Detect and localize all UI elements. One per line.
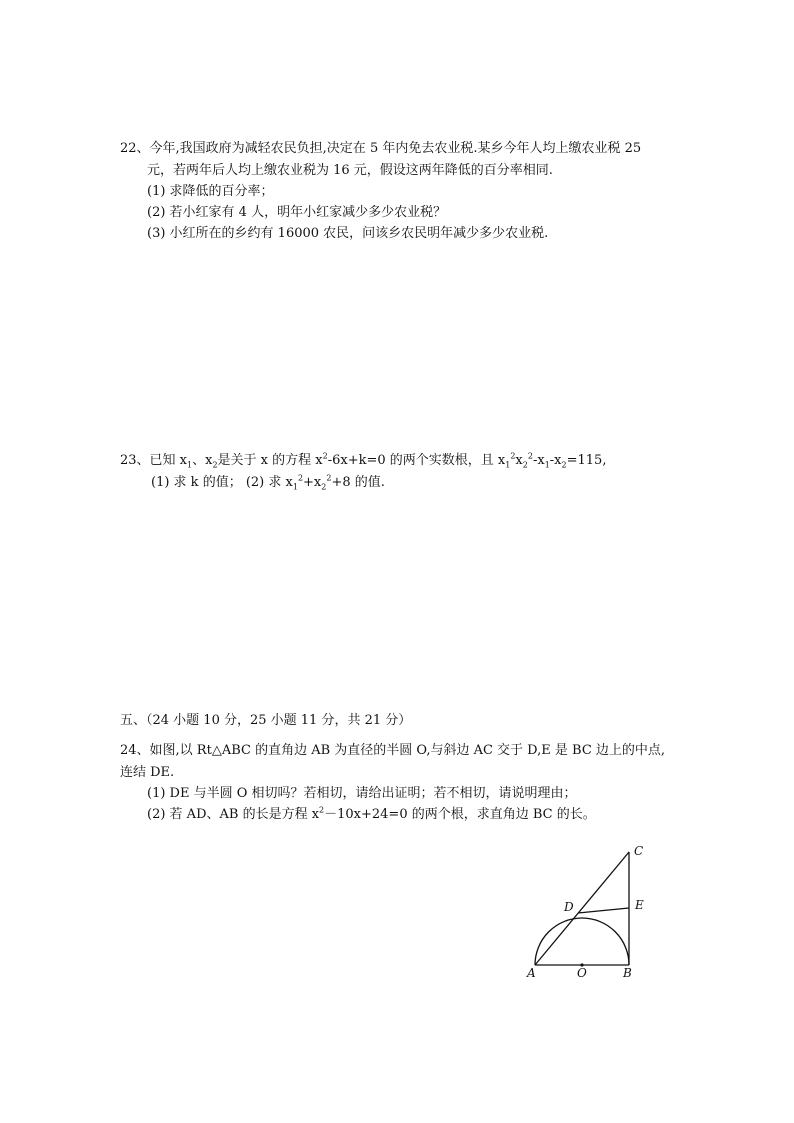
q24-part1: (1) DE 与半圆 O 相切吗？若相切，请给出证明；若不相切，请说明理由； [147,786,577,801]
label-b: B [623,966,632,980]
label-e: E [635,898,644,912]
q23-statement: 23、已知 $x_1$、$x_2$是关于 x 的方程 $x^2-6x+k=0$ 的两个实数根，且 $x_1^2x_2^2-x_1-x_2=115$, [120,451,607,470]
label-a: A [527,966,536,980]
label-d: D [564,900,574,914]
label-o: O [577,966,587,980]
q22-part2: (2) 若小红家有 4 人，明年小红家减少多少农业税？ [147,205,447,220]
segment-ac [535,852,629,965]
q24-line1: 24、如图,以 Rt△ABC 的直角边 AB 为直径的半圆 O,与斜边 AC 交于 D,E 是 BC 边上的中点, [120,743,666,758]
q24-line2: 连结 DE. [120,765,175,780]
semicircle-arc [535,918,629,965]
label-c: C [634,844,644,858]
q22-line2: 元，若两年后人均上缴农业税为 16 元，假设这两年降低的百分率相同. [147,163,553,178]
q22-part3: (3) 小红所在的乡约有 16000 农民，问该乡农民明年减少多少农业税. [147,226,549,241]
segment-de [578,908,629,913]
q22-part1: (1) 求降低的百分率； [147,184,274,199]
q23-parts: (1) 求 k 的值； (2) 求 $x_1^2+x_2^2+8$ 的值. [151,473,385,492]
q22-line1: 22、今年,我国政府为减轻农民负担,决定在 5 年内免去农业税.某乡今年人均上缴农业税 25 [120,141,642,156]
section5-heading: 五、（24 小题 10 分，25 小题 11 分，共 21 分） [120,713,412,728]
q24-part2: (2) 若 AD、AB 的长是方程 $x^2-10x+24=0$ 的两个根，求直角边 BC 的长。 [147,805,596,822]
